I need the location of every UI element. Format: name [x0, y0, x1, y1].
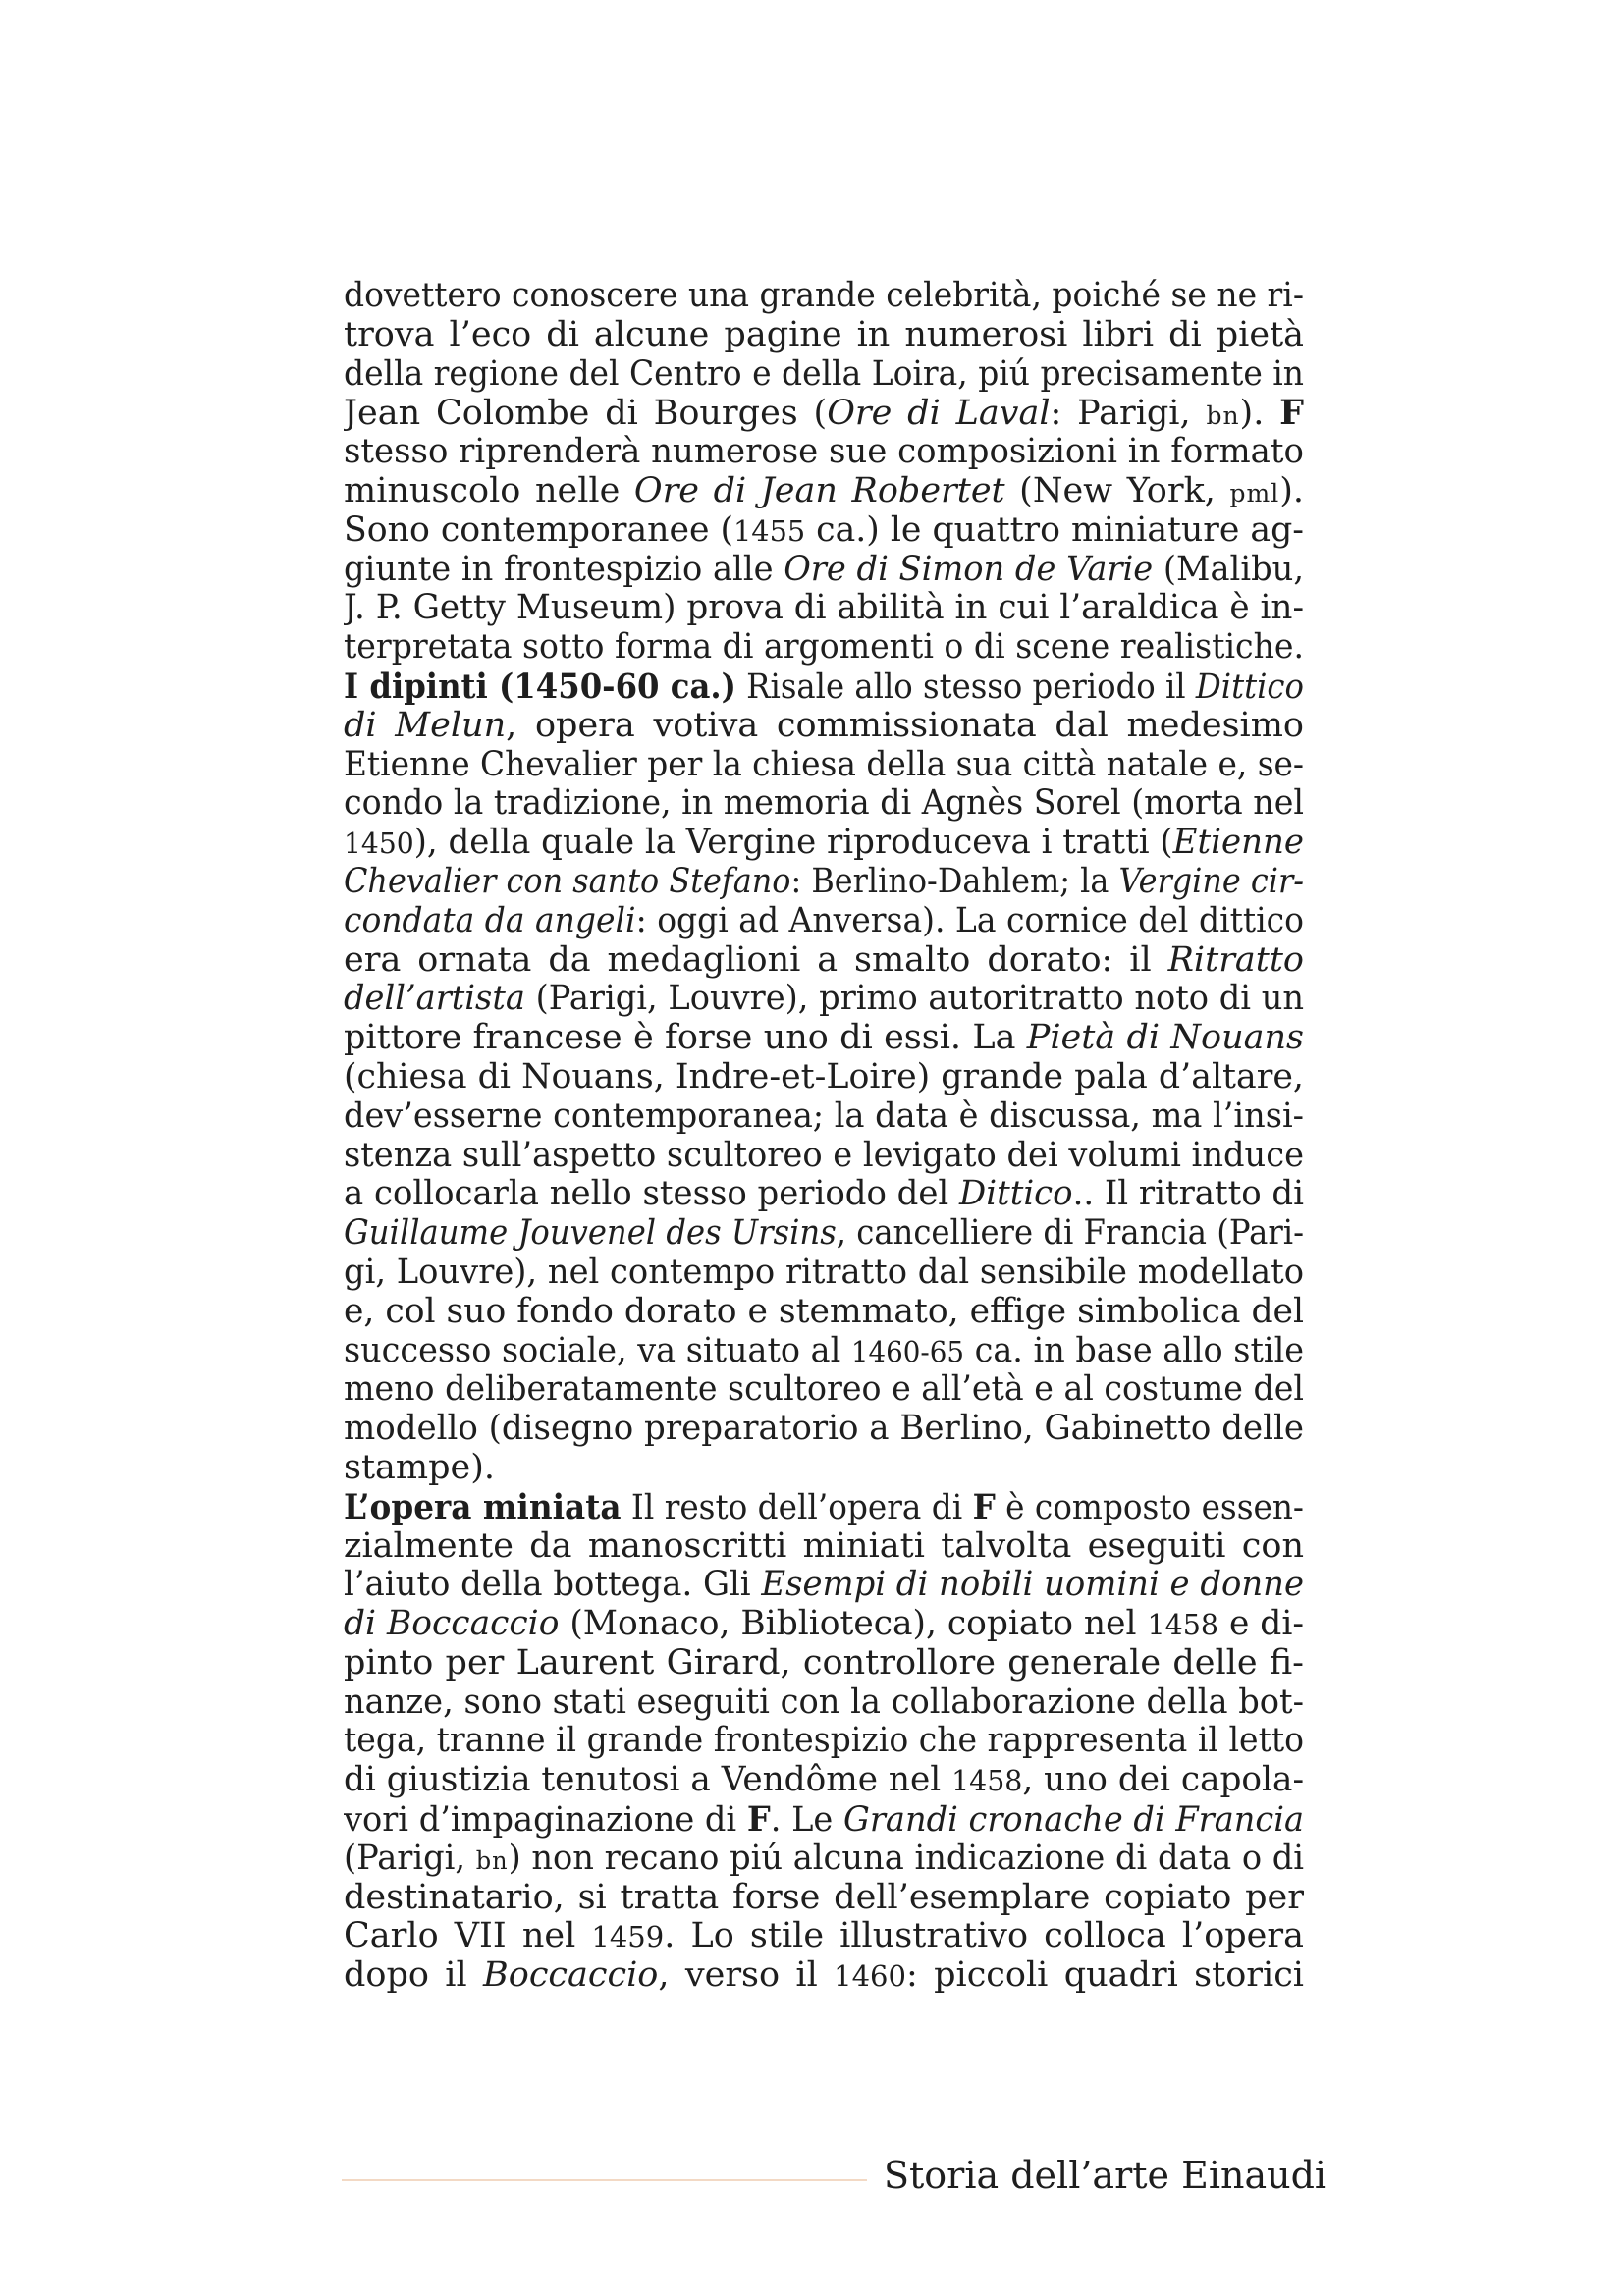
text-segment: stampe). — [344, 1448, 495, 1487]
text-segment: zialmente da manoscritti miniati talvolta eseguiti con — [344, 1526, 1304, 1566]
text-segment: Il resto dell’opera di — [621, 1487, 973, 1527]
footer-rule — [342, 2179, 867, 2181]
text-segment: (Malibu, — [1153, 550, 1304, 589]
number-text: 1458 — [951, 1764, 1023, 1798]
bold-text: L’opera miniata — [344, 1487, 622, 1527]
small-caps-text: pml — [1229, 478, 1280, 507]
text-segment: terpretata sotto forma di argomenti o di scene realistiche. — [344, 628, 1304, 667]
text-line — [344, 1840, 1304, 1879]
text-segment: stenza sull’aspetto scultoreo e levigato dei volumi induce — [344, 1136, 1304, 1175]
text-line — [344, 1917, 1304, 1956]
text-line — [344, 1332, 1304, 1371]
text-line — [344, 551, 1304, 590]
italic-text: Ore di Jean Robertet — [633, 471, 1005, 510]
text-line — [344, 589, 1304, 628]
text-line — [344, 1370, 1304, 1410]
text-segment: nanze, sono stati eseguiti con la collaborazione della bot- — [344, 1682, 1304, 1722]
italic-text: dell’artista — [344, 980, 525, 1019]
text-segment: tega, tranne il grande frontespizio che rappresenta il letto — [344, 1722, 1304, 1761]
text-segment: , opera votiva commissionata dal medesimo — [506, 706, 1304, 745]
text-segment: .. Il ritratto di — [1072, 1175, 1304, 1214]
text-line — [344, 1097, 1304, 1137]
text-segment: è composto essen- — [995, 1487, 1304, 1527]
text-segment: ca. in base allo stile — [963, 1331, 1304, 1370]
text-line — [344, 316, 1304, 355]
text-segment: stesso riprenderà numerose sue composizioni in formato — [344, 433, 1304, 472]
text-segment: meno deliberatamente scultoreo e all’età e al costume del — [344, 1370, 1304, 1410]
text-segment: . Lo stile illustrativo colloca l’opera — [664, 1917, 1304, 1956]
text-line — [344, 1058, 1304, 1097]
text-line — [344, 1683, 1304, 1723]
text-segment: Carlo VII nel — [344, 1917, 592, 1956]
text-segment: (Monaco, Biblioteca), copiato nel — [559, 1605, 1148, 1644]
text-line — [344, 863, 1304, 902]
text-segment: ), della quale la Vergine riproduceva i tratti ( — [413, 824, 1173, 863]
bold-text: F — [1279, 394, 1304, 434]
text-segment: gi, Louvre), nel contempo ritratto dal sensibile modellato — [344, 1253, 1304, 1292]
text-line — [344, 1410, 1304, 1449]
text-line — [344, 277, 1304, 316]
text-line — [344, 1019, 1304, 1058]
text-line — [344, 355, 1304, 395]
text-segment: Etienne Chevalier per la chiesa della sua città natale e, se- — [344, 745, 1304, 784]
text-segment: giunte in frontespizio alle — [344, 550, 784, 589]
italic-text: Boccaccio — [483, 1956, 659, 1996]
text-line — [344, 1722, 1304, 1761]
text-line — [344, 628, 1304, 667]
text-line — [344, 941, 1304, 981]
italic-text: Chevalier con santo Stefano — [344, 862, 791, 901]
text-line — [344, 472, 1304, 511]
text-line — [344, 746, 1304, 785]
text-line — [344, 511, 1304, 551]
text-segment: Risale allo stesso periodo il — [735, 667, 1196, 707]
text-line — [344, 1644, 1304, 1683]
text-line — [344, 1605, 1304, 1644]
number-text: 1455 — [733, 513, 806, 548]
text-line — [344, 394, 1304, 433]
italic-text: di Melun — [344, 706, 507, 745]
text-line — [344, 980, 1304, 1019]
text-segment: J. P. Getty Museum) prova di abilità in cui l’araldica è in- — [344, 589, 1304, 628]
text-line — [344, 1761, 1304, 1800]
italic-text: Ore di Laval — [827, 394, 1051, 434]
number-text: 1458 — [1147, 1608, 1219, 1642]
text-line — [344, 824, 1304, 863]
text-segment: : Parigi, — [1050, 394, 1207, 434]
text-segment: era ornata da medaglioni a smalto dorato: il — [344, 940, 1168, 980]
text-line — [344, 1293, 1304, 1332]
text-line — [344, 707, 1304, 746]
italic-text: Ritratto — [1167, 940, 1304, 980]
text-line — [344, 1488, 1304, 1527]
footer-title: Storia dell’arte Einaudi — [884, 2154, 1327, 2197]
text-line — [344, 667, 1304, 707]
text-segment: (chiesa di Nouans, Indre-et-Loire) grande pala d’altare, — [344, 1057, 1304, 1096]
number-text: 1450 — [344, 827, 414, 861]
text-line — [344, 1879, 1304, 1918]
number-text: 1460 — [834, 1959, 906, 1994]
text-segment: destinatario, si tratta forse dell’esemplare copiato per — [344, 1878, 1304, 1917]
text-segment: l’aiuto della bottega. Gli — [344, 1566, 762, 1605]
text-segment: : Berlino-Dahlem; la — [790, 862, 1119, 901]
text-line — [344, 1254, 1304, 1293]
text-segment: Jean Colombe di Bourges ( — [344, 394, 828, 434]
text-line — [344, 1956, 1304, 1996]
number-text: 1459 — [591, 1920, 665, 1954]
italic-text: Pietà di Nouans — [1026, 1019, 1304, 1058]
text-segment: dovettero conoscere una grande celebrità, poiché se ne ri- — [344, 277, 1304, 315]
text-segment: Sono contemporanee ( — [344, 510, 734, 550]
text-segment: e, col suo fondo dorato e stemmato, effige simbolica del — [344, 1292, 1304, 1331]
text-line — [344, 1137, 1304, 1176]
italic-text: Grandi cronache di Francia — [843, 1800, 1304, 1840]
italic-text: Etienne — [1172, 824, 1304, 863]
text-segment: modello (disegno preparatorio a Berlino, Gabinetto delle — [344, 1410, 1304, 1449]
text-segment: ca.) le quattro miniature ag- — [805, 510, 1304, 550]
italic-text: Esempi di nobili uomini e donne — [761, 1566, 1304, 1605]
text-segment: condo la tradizione, in memoria di Agnès Sorel (morta nel — [344, 784, 1304, 824]
text-line — [344, 1449, 1304, 1488]
italic-text: Dittico — [959, 1175, 1073, 1214]
text-line — [344, 1175, 1304, 1214]
text-segment: trova l’eco di alcune pagine in numerosi libri di pietà — [344, 315, 1304, 354]
body-text — [344, 277, 1304, 1996]
text-segment: vori d’impaginazione di — [344, 1800, 747, 1840]
text-segment: ). — [1239, 394, 1280, 434]
text-segment: : oggi ad Anversa). La cornice del dittico — [635, 901, 1304, 940]
text-line — [344, 1800, 1304, 1840]
text-segment: ). — [1279, 471, 1304, 510]
text-segment: , verso il — [658, 1956, 835, 1996]
italic-text: Dittico — [1195, 667, 1304, 707]
small-caps-text: bn — [1206, 401, 1240, 431]
text-segment: (Parigi, Louvre), primo autoritratto noto di un — [524, 980, 1304, 1019]
text-segment: , uno dei capola- — [1022, 1761, 1304, 1800]
text-segment: . Le — [770, 1800, 844, 1840]
bold-text: I dipinti (1450-60 ca.) — [344, 667, 736, 707]
text-segment: della regione del Centro e della Loira, piú precisamente in — [344, 354, 1304, 394]
text-line — [344, 1527, 1304, 1567]
text-line — [344, 433, 1304, 472]
text-segment: pinto per Laurent Girard, controllore generale delle fi- — [344, 1643, 1304, 1682]
text-line — [344, 1566, 1304, 1605]
small-caps-text: bn — [475, 1845, 509, 1875]
text-segment: a collocarla nello stesso periodo del — [344, 1175, 960, 1214]
italic-text: Ore di Simon de Varie — [784, 550, 1154, 589]
text-segment: , cancelliere di Francia (Pari- — [836, 1214, 1304, 1254]
text-segment: dev’esserne contemporanea; la data è discussa, ma l’insi- — [344, 1096, 1304, 1136]
text-segment: (Parigi, — [344, 1839, 476, 1878]
text-line — [344, 902, 1304, 941]
text-segment: ) non recano piú alcuna indicazione di data o di — [508, 1839, 1304, 1878]
text-line — [344, 1214, 1304, 1254]
text-segment: di giustizia tenutosi a Vendôme nel — [344, 1761, 952, 1800]
text-segment: (New York, — [1004, 471, 1230, 510]
text-segment: successo sociale, va situato al — [344, 1331, 851, 1370]
bold-text: F — [972, 1487, 996, 1527]
text-segment: pittore francese è forse uno di essi. La — [344, 1019, 1027, 1058]
text-segment: dopo il — [344, 1956, 484, 1996]
number-text: 1460-65 — [850, 1334, 964, 1368]
italic-text: condata da angeli — [344, 901, 636, 940]
text-segment: e di- — [1218, 1605, 1304, 1644]
text-line — [344, 784, 1304, 824]
bold-text: F — [746, 1800, 771, 1840]
italic-text: Vergine cir- — [1118, 862, 1304, 901]
text-segment: : piccoli quadri storici — [905, 1956, 1304, 1996]
text-segment: minuscolo nelle — [344, 471, 634, 510]
italic-text: Guillaume Jouvenel des Ursins — [344, 1214, 837, 1254]
italic-text: di Boccaccio — [344, 1605, 560, 1644]
